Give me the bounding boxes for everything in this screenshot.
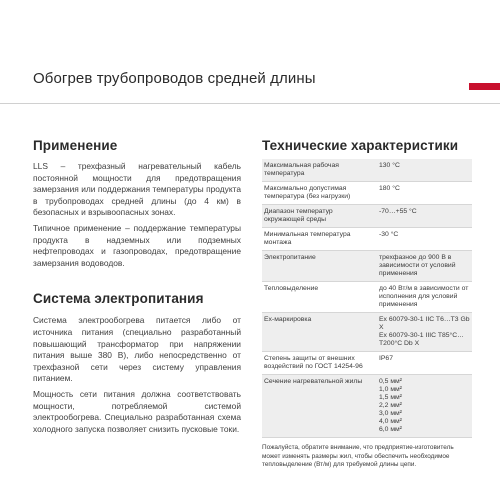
spec-value-line: 4,0 мм² xyxy=(379,418,402,425)
spec-value xyxy=(375,254,472,278)
spec-value xyxy=(375,316,472,348)
spec-value xyxy=(375,285,472,309)
power-paragraph-2: Мощность сети питания должна соответствовать мощности, потребляемой системой электрообогрева. Специально разработанная схема холодного запуска позволяет снизить пусковые токи. xyxy=(33,388,241,434)
left-column xyxy=(33,138,241,435)
spec-value-line: Ex 60079-30-1 IIIC T85°C… xyxy=(379,332,464,339)
spec-key: Диапазон температур окружающей среды xyxy=(264,208,333,223)
spec-value xyxy=(375,231,472,247)
spec-value-line: 180 °C xyxy=(379,185,400,192)
power-system-heading: Система электропитания xyxy=(33,291,204,307)
table-row xyxy=(262,375,472,438)
spec-key: Тепловыделение xyxy=(264,285,319,292)
spec-value xyxy=(375,378,472,434)
spec-key: Степень защиты от внешних воздействий по ГОСТ 14254-96 xyxy=(264,355,363,370)
table-row xyxy=(262,251,472,282)
table-row xyxy=(262,282,472,313)
spec-value xyxy=(375,208,472,224)
spec-value-line: 0,5 мм² xyxy=(379,378,402,385)
spec-value xyxy=(375,162,472,178)
spec-key: Электропитание xyxy=(264,254,316,261)
page-title: Обогрев трубопроводов средней длины xyxy=(33,70,316,87)
spec-key: Сечение нагревательной жилы xyxy=(264,378,363,385)
specs-heading: Технические характеристики xyxy=(262,138,459,153)
table-row xyxy=(262,159,472,182)
power-paragraph-1: Система электрообогрева питается либо от источника питания (специально разработанный повышающий трансформатор при напряжении питания выше 380 В), либо непосредственно от трехфазной сети через систему управления питанием. xyxy=(33,315,241,384)
spec-key: Максимальная рабочая температура xyxy=(264,162,339,177)
table-row xyxy=(262,205,472,228)
page-header xyxy=(0,56,500,104)
spec-value-line: 3,0 мм² xyxy=(379,410,402,417)
spec-value-line: -70…+55 °C xyxy=(379,208,417,215)
table-row xyxy=(262,182,472,205)
spec-value xyxy=(375,355,472,371)
spec-value-line: 2,2 мм² xyxy=(379,402,402,409)
spec-value-line: 130 °C xyxy=(379,162,400,169)
spec-value-line: 1,5 мм² xyxy=(379,394,402,401)
right-column xyxy=(262,138,472,470)
spec-value-line: T200°C Db X xyxy=(379,340,420,347)
brand-accent-bar xyxy=(469,83,500,90)
spec-value-line: -30 °C xyxy=(379,231,399,238)
spec-value-line: до 40 Вт/м в зависимости от исполнения для условий применения xyxy=(379,285,469,308)
spec-value-line: трехфазное до 900 В в зависимости от условий применения xyxy=(379,254,456,277)
spec-value-line: Ex 60079-30-1 IIC T6…T3 Gb X xyxy=(379,316,470,331)
table-row xyxy=(262,313,472,352)
table-row xyxy=(262,228,472,251)
application-heading: Применение xyxy=(33,138,118,153)
spec-value-line: 6,0 мм² xyxy=(379,426,402,433)
application-paragraph-2: Типичное применение – поддержание температуры продукта в надземных или подземных нефтепроводах и газопроводах, предотвращение замерзания водоводов. xyxy=(33,222,241,268)
spec-key: Минимальная температура монтажа xyxy=(264,231,351,246)
table-row xyxy=(262,352,472,375)
spec-value xyxy=(375,185,472,201)
application-paragraph-1: LLS – трехфазный нагревательный кабель постоянной мощности для предотвращения замерзания или поддержания температуры продукта в трубопроводах средней длины (до 4 км) в безопасных и взрывоопасных зонах. xyxy=(33,161,241,218)
spec-key: Максимально допустимая температура (без нагрузки) xyxy=(264,185,351,200)
spec-key: Ex-маркировка xyxy=(264,316,312,323)
spec-value-line: 1,0 мм² xyxy=(379,386,402,393)
specs-note: Пожалуйста, обратите внимание, что предприятие-изготовитель может изменять размеры жил, чтобы обеспечить необходимое тепловыделение (Вт/м) для требуемой длины цепи. xyxy=(262,444,454,469)
spec-value-line: IP67 xyxy=(379,355,393,362)
specs-table xyxy=(262,159,472,438)
